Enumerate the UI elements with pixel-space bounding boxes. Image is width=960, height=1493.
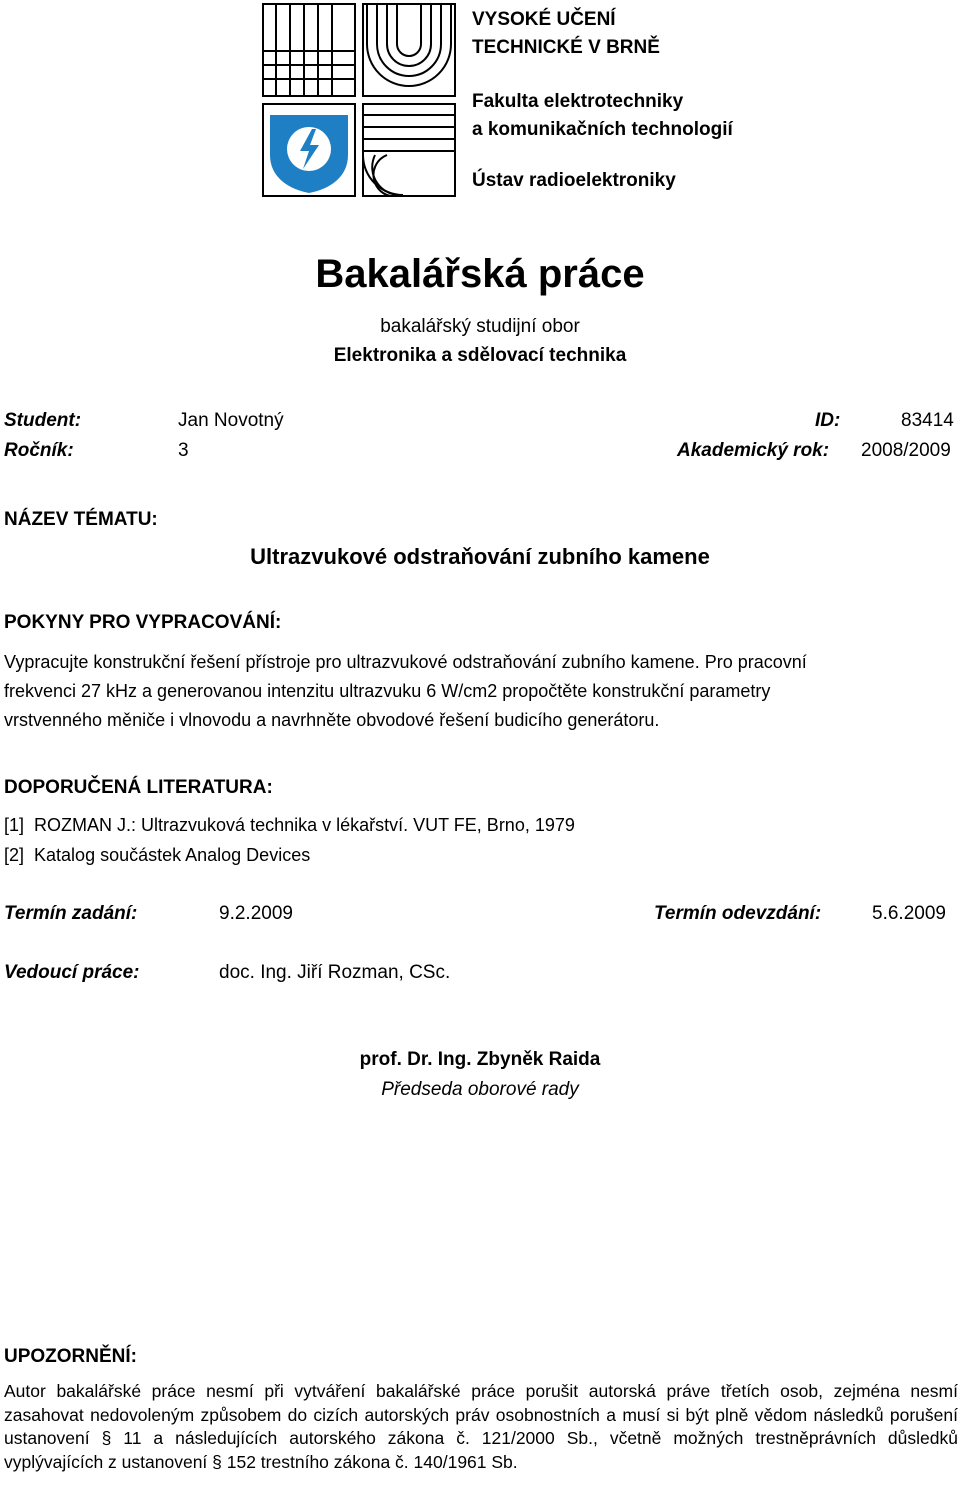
university-name: VYSOKÉ UČENÍ TECHNICKÉ V BRNĚ	[472, 9, 660, 58]
instructions-line: frekvenci 27 kHz a generovanou intenzitu ultrazvuku 6 W/cm2 propočtěte konstrukční parametry	[4, 681, 771, 701]
assigned-date-label: Termín zadání:	[4, 903, 138, 924]
chair-name: prof. Dr. Ing. Zbyněk Raida	[359, 1049, 601, 1070]
study-program: bakalářský studijní obor	[380, 316, 580, 337]
instructions-text	[4, 648, 807, 735]
document-title: Bakalářská práce	[315, 252, 645, 296]
student-value: Jan Novotný	[178, 410, 284, 431]
instructions-line: Vypracujte konstrukční řešení přístroje pro ultrazvukové odstraňování zubního kamene. Pro pracovní	[4, 652, 807, 672]
faculty-name: Fakulta elektrotechniky a komunikačních technologií	[472, 91, 733, 140]
literature-heading: DOPORUČENÁ LITERATURA:	[4, 777, 273, 798]
supervisor-label: Vedoucí práce:	[4, 962, 140, 983]
department-name: Ústav radioelektroniky	[472, 170, 676, 191]
topic-title: Ultrazvukové odstraňování zubního kamene	[250, 544, 710, 569]
supervisor-value: doc. Ing. Jiří Rozman, CSc.	[219, 962, 451, 983]
academic-year-label: Akademický rok:	[677, 440, 830, 461]
academic-year-value: 2008/2009	[861, 440, 951, 461]
due-date-value: 5.6.2009	[872, 903, 946, 924]
year-value: 3	[178, 440, 189, 461]
notice-text: Autor bakalářské práce nesmí při vytváření bakalářské práce porušit autorská práve třetích osob, zejména nesmí zasahovat nedovoleným způsobem do cizích autorských práv osobnostních a musí si být plně vědom následků porušení ustanovení § 11 a následujících autorského zákona č. 121/2000 Sb., včetně možných trestněprávních důsledků vyplývajících z ustanovení § 152 trestního zákona č. 140/1961 Sb.	[4, 1381, 958, 1472]
study-field: Elektronika a sdělovací technika	[333, 345, 627, 366]
instructions-heading: POKYNY PRO VYPRACOVÁNÍ:	[4, 612, 282, 633]
id-label: ID:	[815, 410, 841, 431]
assigned-date-value: 9.2.2009	[219, 903, 293, 924]
year-label: Ročník:	[4, 440, 74, 461]
literature-item: [1] ROZMAN J.: Ultrazvuková technika v lékařství. VUT FE, Brno, 1979	[4, 815, 575, 835]
student-label: Student:	[4, 410, 82, 431]
notice-heading: UPOZORNĚNÍ:	[4, 1346, 137, 1367]
vut-logo-icon	[262, 3, 456, 197]
due-date-label: Termín odevzdání:	[654, 903, 822, 924]
instructions-line: vrstvenného měniče i vlnovodu a navrhněte obvodové řešení budicího generátoru.	[4, 710, 660, 730]
literature-item: [2] Katalog součástek Analog Devices	[4, 845, 311, 865]
topic-heading: NÁZEV TÉMATU:	[4, 509, 158, 530]
university-logo	[262, 3, 456, 197]
chair-role: Předseda oborové rady	[381, 1079, 579, 1100]
id-value: 83414	[901, 410, 954, 431]
